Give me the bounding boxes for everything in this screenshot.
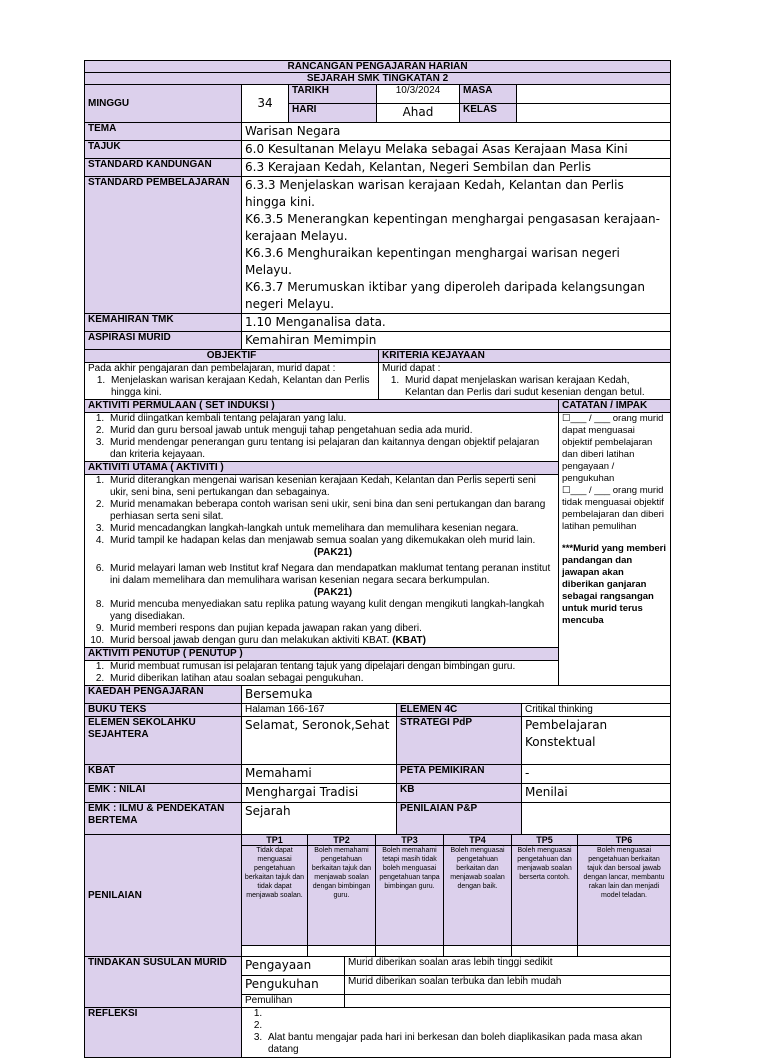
tp4-desc: Boleh menguasai pengetahuan berkaitan dan menjawab soalan dengan baik. xyxy=(444,846,512,946)
tp2-desc: Boleh memahami pengetahuan berkaitan tajuk dan menjawab soalan dengan bimbingan guru. xyxy=(308,846,376,946)
kelas-label: KELAS xyxy=(460,104,517,123)
hari-value: Ahad xyxy=(377,104,460,123)
pengayaan-desc: Murid diberikan soalan aras lebih tinggi sedikit xyxy=(345,957,671,976)
utama-item: 4. Murid tampil ke hadapan kelas dan menjawab semua soalan yang dikemukakan oleh murid lain. xyxy=(107,535,556,547)
tp6-mark[interactable] xyxy=(578,946,671,957)
plan-subtitle: SEJARAH SMK TINGKATAN 2 xyxy=(85,73,671,85)
lower-table xyxy=(84,685,671,835)
penilaian-table xyxy=(84,834,671,957)
aspirasi-label: ASPIRASI MURID xyxy=(85,332,242,350)
kaedah-label: KAEDAH PENGAJARAN xyxy=(85,686,242,704)
utama-item: 1. Murid diterangkan mengenai warisan kesenian kerajaan Kedah, Kelantan dan Perlis seperti seni ukir, seni bina, seni pertukangan dan sebagainya. xyxy=(107,475,556,499)
utama-item: 8. Murid mencuba menyediakan satu replika patung wayang kulit dengan mengikuti langkah-langkah yang disediakan. xyxy=(107,599,556,623)
kb-value: Menilai xyxy=(522,784,671,803)
activities-table xyxy=(84,399,671,686)
penilaian-label: PENILAIAN xyxy=(85,835,242,957)
tp5-mark[interactable] xyxy=(512,946,578,957)
peta-value: - xyxy=(522,765,671,784)
kelas-value xyxy=(517,104,671,123)
tajuk-label: TAJUK xyxy=(85,141,242,159)
plan-title: RANCANGAN PENGAJARAN HARIAN xyxy=(85,61,671,73)
pengayaan-label: Pengayaan xyxy=(242,957,345,976)
penutup-label: AKTIVITI PENUTUP ( PENUTUP ) xyxy=(85,647,558,661)
tmk-value: 1.10 Menganalisa data. xyxy=(242,314,671,332)
penutup-item: 2. Murid diberikan latihan atau soalan sebagai pengukuhan. xyxy=(107,673,556,685)
kbat-tag: (KBAT) xyxy=(392,635,426,646)
tp3-label: TP3 xyxy=(376,835,444,846)
masa-value xyxy=(517,85,671,104)
aspirasi-value: Kemahiran Memimpin xyxy=(242,332,671,350)
activities-body xyxy=(85,413,559,686)
hari-label: HARI xyxy=(289,104,377,123)
tp5-label: TP5 xyxy=(512,835,578,846)
emk-ilmu-value: Sejarah xyxy=(242,803,397,835)
kbat-label: KBAT xyxy=(85,765,242,784)
utama-label: AKTIVITI UTAMA ( AKTIVITI ) xyxy=(85,461,558,475)
kb-label: KB xyxy=(397,784,522,803)
tindakan-label: TINDAKAN SUSULAN MURID xyxy=(85,957,242,1008)
kriteria-body xyxy=(379,363,671,400)
peta-label: PETA PEMIKIRAN xyxy=(397,765,522,784)
kriteria-item: 1. Murid dapat menjelaskan warisan kerajaan Kedah, Kelantan dan Perlis dari sudut kesenian dengan betul. xyxy=(402,375,667,399)
permulaan-item: 2. Murid dan guru bersoal jawab untuk menguji tahap pengetahuan sedia ada murid. xyxy=(107,425,556,437)
utama-item: 2. Murid menamakan beberapa contoh warisan seni ukir, seni bina dan seni pertukangan dan barang perhiasan serta seni silat. xyxy=(107,499,556,523)
sp-item: K6.3.5 Menerangkan kepentingan menghargai pengasasan kerajaan-kerajaan Melayu. xyxy=(245,212,660,243)
sk-label: STANDARD KANDUNGAN xyxy=(85,159,242,177)
emk-nilai-label: EMK : NILAI xyxy=(85,784,242,803)
sk-value: 6.3 Kerajaan Kedah, Kelantan, Negeri Sembilan dan Perlis xyxy=(242,159,671,177)
sp-item: K6.3.7 Merumuskan iktibar yang diperoleh daripada kelangsungan negeri Melayu. xyxy=(245,280,646,311)
tmk-label: KEMAHIRAN TMK xyxy=(85,314,242,332)
tp4-mark[interactable] xyxy=(444,946,512,957)
minggu-label: MINGGU xyxy=(85,85,242,123)
permulaan-item: 3. Murid mendengar penerangan guru tentang isi pelajaran dan kaitannya dengan objektif pelajaran dan kriteria kejayaan. xyxy=(107,437,556,461)
sp-label: STANDARD PEMBELAJARAN xyxy=(85,177,242,314)
sekolah-label: ELEMEN SEKOLAHKU SEJAHTERA xyxy=(85,717,242,765)
objektif-item: 1. Menjelaskan warisan kerajaan Kedah, Kelantan dan Perlis hingga kini. xyxy=(108,375,375,399)
header-table xyxy=(84,60,671,123)
masa-label: MASA xyxy=(460,85,517,104)
objektif-body xyxy=(85,363,379,400)
tp3-desc: Boleh memahami tetapi masih tidak boleh menguasai pengetahuan tanpa bimbingan guru. xyxy=(376,846,444,946)
emk-ilmu-label: EMK : ILMU & PENDEKATAN BERTEMA xyxy=(85,803,242,835)
pemulihan-desc xyxy=(345,995,671,1008)
strategi-value: Pembelajaran Konstektual xyxy=(522,717,671,765)
catatan-line2: ☐___ / ___ orang murid tidak menguasai objektif pembelajaran dan diberi latihan pemulihan xyxy=(562,485,664,532)
penilaian-pp-value xyxy=(522,803,671,835)
tp3-mark[interactable] xyxy=(376,946,444,957)
tajuk-value: 6.0 Kesultanan Melayu Melaka sebagai Asas Kerajaan Masa Kini xyxy=(242,141,671,159)
utama-item: 9. Murid memberi respons dan pujian kepada jawapan rakan yang diberi. xyxy=(107,623,556,635)
refleksi-table xyxy=(84,1007,671,1058)
sekolah-value: Selamat, Seronok,Sehat xyxy=(242,717,397,765)
tp1-mark[interactable] xyxy=(242,946,308,957)
tp2-mark[interactable] xyxy=(308,946,376,957)
tema-label: TEMA xyxy=(85,123,242,141)
elemen4c-label: ELEMEN 4C xyxy=(397,704,522,717)
tp2-label: TP2 xyxy=(308,835,376,846)
content-table xyxy=(84,122,671,350)
refleksi-item: 3. Alat bantu mengajar pada hari ini berkesan dan boleh diaplikasikan pada masa akan datang xyxy=(265,1032,667,1056)
refleksi-item xyxy=(265,1008,667,1020)
tp4-label: TP4 xyxy=(444,835,512,846)
tema-value: Warisan Negara xyxy=(242,123,671,141)
buku-label: BUKU TEKS xyxy=(85,704,242,717)
objektif-table xyxy=(84,349,671,400)
tindakan-table xyxy=(84,956,671,1008)
kriteria-label: KRITERIA KEJAYAAN xyxy=(379,350,671,363)
refleksi-label: REFLEKSI xyxy=(85,1008,242,1058)
pengukuhan-desc: Murid diberikan soalan terbuka dan lebih mudah xyxy=(345,976,671,995)
permulaan-label: AKTIVITI PERMULAAN ( SET INDUKSI ) xyxy=(85,400,559,413)
pengukuhan-label: Pengukuhan xyxy=(242,976,345,995)
utama-item-kbat xyxy=(107,635,556,647)
tarikh-label: TARIKH xyxy=(289,85,377,104)
pemulihan-label: Pemulihan xyxy=(242,995,345,1008)
kriteria-intro: Murid dapat : xyxy=(382,363,441,374)
emk-nilai-value: Menghargai Tradisi xyxy=(242,784,397,803)
objektif-intro: Pada akhir pengajaran dan pembelajaran, murid dapat : xyxy=(88,363,336,374)
penilaian-pp-label: PENILAIAN P&P xyxy=(397,803,522,835)
buku-value: Halaman 166-167 xyxy=(242,704,397,717)
tp1-desc: Tidak dapat menguasai pengetahuan berkaitan tajuk dan tidak dapat menjawab soalan. xyxy=(242,846,308,946)
tp6-label: TP6 xyxy=(578,835,671,846)
pak21-tag: (PAK21) xyxy=(313,547,353,558)
tp5-desc: Boleh menguasai pengetahuan dan menjawab soalan berserta contoh. xyxy=(512,846,578,946)
catatan-note: ***Murid yang memberi pandangan dan jawapan akan diberikan ganjaran sebagai rangsangan untuk murid terus mencuba xyxy=(562,543,666,626)
kaedah-value: Bersemuka xyxy=(242,686,671,704)
kbat-value: Memahami xyxy=(242,765,397,784)
tp1-label: TP1 xyxy=(242,835,308,846)
lesson-plan-sheet xyxy=(84,60,670,1058)
permulaan-item: 1. Murid diingatkan kembali tentang pelajaran yang lalu. xyxy=(107,413,556,425)
utama-item: 6. Murid melayari laman web Institut kraf Negara dan mendapatkan maklumat tentang peranan institut ini dalam memelihara dan memulihara warisan kesenian negara secara berkumpulan. xyxy=(107,563,556,587)
tp6-desc: Boleh menguasai pengetahuan berkaitan tajuk dan bersoal jawab dengan lancar, membantu rakan lain dan menjadi model teladan. xyxy=(578,846,671,946)
utama-item-text: Murid bersoal jawab dengan guru dan melakukan aktiviti KBAT. xyxy=(110,635,390,646)
catatan-line1: ☐___ / ___ orang murid dapat menguasai objektif pembelajaran dan diberi latihan pengayaan / pengukuhan xyxy=(562,413,664,484)
refleksi-body xyxy=(242,1008,671,1058)
strategi-label: STRATEGI PdP xyxy=(397,717,522,765)
refleksi-item xyxy=(265,1020,667,1032)
sp-list xyxy=(242,177,671,314)
utama-item: 3. Murid mencadangkan langkah-langkah untuk memelihara dan memulihara kesenian negara. xyxy=(107,523,556,535)
catatan-body xyxy=(559,413,671,686)
tarikh-value: 10/3/2024 xyxy=(377,85,460,104)
sp-item: K6.3.6 Menghuraikan kepentingan menghargai warisan negeri Melayu. xyxy=(245,246,620,277)
pak21-tag: (PAK21) xyxy=(313,587,353,598)
sp-item: 6.3.3 Menjelaskan warisan kerajaan Kedah, Kelantan dan Perlis hingga kini. xyxy=(245,178,624,209)
minggu-value: 34 xyxy=(242,85,289,123)
elemen4c-value: Critikal thinking xyxy=(522,704,671,717)
penutup-item: 1. Murid membuat rumusan isi pelajaran tentang tajuk yang dipelajari dengan bimbingan guru. xyxy=(107,661,556,673)
objektif-label: OBJEKTIF xyxy=(85,350,379,363)
catatan-label: CATATAN / IMPAK xyxy=(559,400,671,413)
